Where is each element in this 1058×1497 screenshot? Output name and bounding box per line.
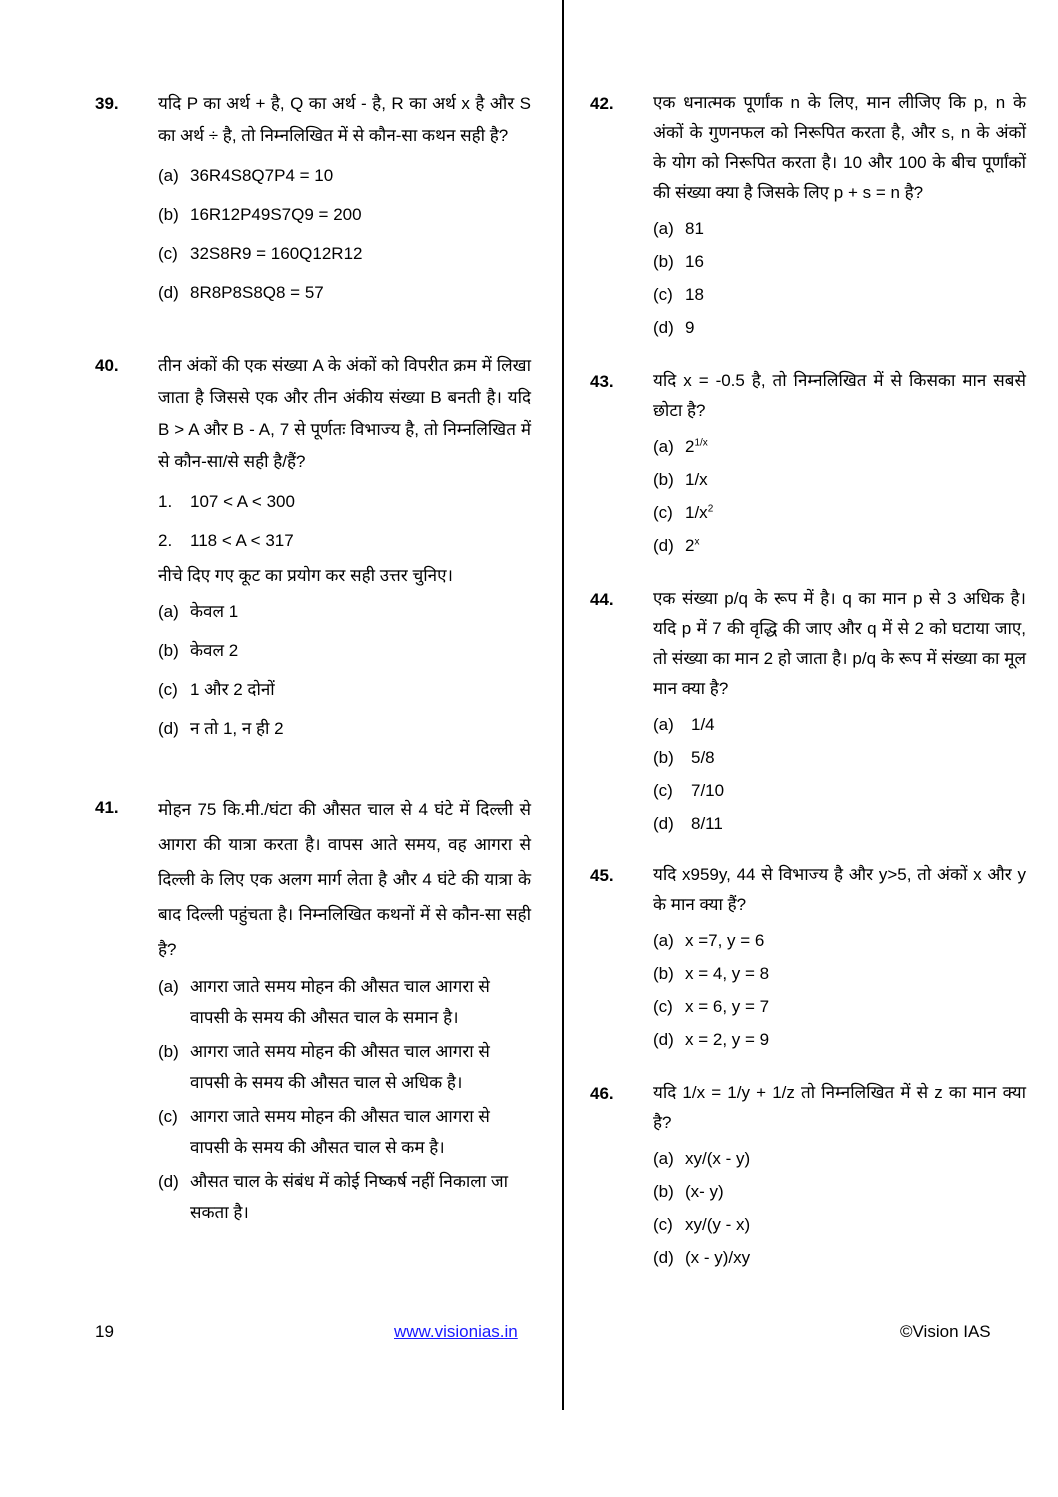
options	[653, 212, 1026, 344]
options	[158, 592, 531, 748]
options	[653, 924, 1026, 1056]
option-label: (c)	[158, 244, 178, 263]
option-label: (c)	[653, 1215, 673, 1234]
statement-label: 2.	[158, 531, 173, 550]
option-text: x = 4, y = 8	[685, 964, 770, 983]
question-text: मोहन 75 कि.मी./घंटा की औसत चाल से 4 घंटे में दिल्ली से आगरा की यात्रा करता है। वापस आते समय, वह आगरा से दिल्ली के लिए एक अलग मार्ग लेता है और 4 घंटे की यात्रा के बाद दिल्ली पहुंचता है। निम्नलिखित कथनों में से कौन-सा सही है?	[158, 800, 531, 959]
statement-text: 118 < A < 317	[190, 531, 294, 550]
option-label: (a)	[158, 602, 179, 621]
option-text: औसत चाल के संबंध में कोई निष्कर्ष नहीं निकाला जा सकता है।	[190, 1172, 508, 1222]
option-text: x = 6, y = 7	[685, 997, 770, 1016]
option-d[interactable]	[158, 709, 531, 748]
statements	[158, 482, 531, 560]
option-b[interactable]	[653, 245, 1026, 278]
option-text: xy/(x - y)	[685, 1149, 751, 1168]
option-base: 2	[685, 437, 695, 456]
option-label: (d)	[653, 1030, 674, 1049]
option-label: (b)	[158, 641, 179, 660]
option-text: xy/(y - x)	[685, 1215, 751, 1234]
option-d[interactable]	[158, 273, 531, 312]
option-label: (d)	[158, 283, 179, 302]
option-text: आगरा जाते समय मोहन की औसत चाल आगरा से वापसी के समय की औसत चाल के समान है।	[190, 977, 490, 1027]
option-superscript: x	[694, 536, 700, 548]
option-text: (x- y)	[685, 1182, 724, 1201]
option-text: 1 और 2 दोनों	[190, 680, 275, 699]
option-label: (b)	[653, 470, 674, 489]
option-superscript: 1/x	[694, 437, 708, 449]
option-label: (d)	[653, 536, 674, 555]
option-b[interactable]	[653, 957, 1026, 990]
option-label: (a)	[653, 715, 674, 734]
option-label: (d)	[653, 814, 674, 833]
option-c[interactable]	[158, 234, 531, 273]
option-a[interactable]	[653, 212, 1026, 245]
option-text: केवल 1	[190, 602, 239, 621]
options	[653, 430, 1026, 562]
option-text: 1/4	[691, 715, 715, 734]
question-40	[95, 350, 531, 748]
option-superscript: 2	[707, 503, 714, 515]
option-d[interactable]	[158, 1166, 531, 1228]
question-39	[95, 88, 531, 312]
option-c[interactable]	[158, 1101, 531, 1163]
option-base: 2	[685, 536, 695, 555]
option-c[interactable]	[158, 670, 531, 709]
question-text: यदि x = -0.5 है, तो निम्नलिखित में से किसका मान सबसे छोटा है?	[653, 371, 1026, 420]
option-label: (c)	[653, 285, 673, 304]
question-41	[95, 792, 531, 1228]
question-number: 39.	[95, 94, 119, 113]
option-text: 7/10	[691, 781, 725, 800]
option-label: (b)	[653, 964, 674, 983]
question-42	[590, 88, 1026, 344]
option-a[interactable]	[158, 971, 531, 1033]
question-number: 44.	[590, 590, 614, 609]
option-label: (a)	[653, 437, 674, 456]
option-label: (b)	[653, 252, 674, 271]
option-text: 8/11	[691, 814, 723, 833]
option-text: 8R8P8S8Q8 = 57	[190, 283, 324, 302]
question-44	[590, 584, 1026, 840]
question-text: एक संख्या p/q के रूप में है। q का मान p से 3 अधिक है। यदि p में 7 की वृद्धि की जाए और q में से 2 को घटाया जाए, तो संख्या का मान 2 हो जाता है। p/q के रूप में संख्या का मूल मान क्या है?	[653, 589, 1026, 698]
website-link[interactable]: www.visionias.in	[394, 1322, 518, 1341]
option-a[interactable]	[158, 156, 531, 195]
column-divider	[562, 0, 564, 1410]
option-a[interactable]	[158, 592, 531, 631]
question-number: 43.	[590, 372, 614, 391]
option-text: केवल 2	[190, 641, 239, 660]
options	[653, 708, 1026, 840]
question-number: 45.	[590, 866, 614, 885]
option-label: (a)	[158, 166, 179, 185]
option-text: 9	[685, 318, 695, 337]
question-text: यदि x959y, 44 से विभाज्य है और y>5, तो अंकों x और y के मान क्या हैं?	[653, 865, 1026, 914]
left-column	[95, 88, 531, 1231]
question-number: 42.	[590, 94, 614, 113]
option-a[interactable]	[653, 924, 1026, 957]
statement-text: 107 < A < 300	[190, 492, 295, 511]
option-text: न तो 1, न ही 2	[190, 719, 284, 738]
option-label: (d)	[158, 1172, 179, 1191]
option-label: (b)	[158, 205, 179, 224]
option-c[interactable]	[653, 1208, 1026, 1241]
option-label: (c)	[653, 781, 673, 800]
option-label: (d)	[653, 318, 674, 337]
option-text: 1/x	[685, 470, 708, 489]
option-text: 16	[685, 252, 704, 271]
option-c[interactable]	[653, 278, 1026, 311]
question-43	[590, 366, 1026, 562]
question-text: तीन अंकों की एक संख्या A के अंकों को विपरीत क्रम में लिखा जाता है जिससे एक और तीन अंकीय संख्या B बनती है। यदि B > A और B - A, 7 से पूर्णतः विभाज्य है, तो निम्नलिखित में से कौन-सा/से सही है/हैं?	[158, 356, 531, 471]
option-b[interactable]	[653, 741, 1026, 774]
option-label: (c)	[653, 997, 673, 1016]
option-text: 5/8	[691, 748, 715, 767]
option-b[interactable]	[653, 463, 1026, 496]
option-c[interactable]	[653, 774, 1026, 807]
option-d[interactable]	[653, 1023, 1026, 1056]
option-text: (x - y)/xy	[685, 1248, 751, 1267]
option-b[interactable]	[158, 195, 531, 234]
statement-1	[158, 482, 531, 521]
option-label: (c)	[158, 680, 178, 699]
options	[158, 971, 531, 1228]
statement-label: 1.	[158, 492, 173, 511]
option-label: (a)	[653, 219, 674, 238]
option-d[interactable]	[653, 529, 1026, 562]
option-a[interactable]	[653, 1142, 1026, 1175]
option-label: (b)	[158, 1042, 179, 1061]
page-number: 19	[95, 1322, 114, 1341]
right-column	[590, 88, 1026, 1274]
option-d[interactable]	[653, 311, 1026, 344]
option-text: 81	[685, 219, 704, 238]
options	[158, 156, 531, 312]
option-label: (a)	[653, 1149, 674, 1168]
question-45	[590, 860, 1026, 1056]
option-d[interactable]	[653, 1241, 1026, 1274]
question-number: 41.	[95, 798, 119, 817]
option-label: (a)	[158, 977, 179, 996]
option-a[interactable]	[653, 430, 1026, 463]
question-text: यदि 1/x = 1/y + 1/z तो निम्नलिखित में से z का मान क्या है?	[653, 1083, 1026, 1132]
option-b[interactable]	[158, 631, 531, 670]
option-b[interactable]	[158, 1036, 531, 1098]
statement-2	[158, 521, 531, 560]
option-label: (c)	[653, 503, 673, 522]
option-c[interactable]	[653, 990, 1026, 1023]
option-text: 36R4S8Q7P4 = 10	[190, 166, 334, 185]
option-a[interactable]	[653, 708, 1026, 741]
question-text: यदि P का अर्थ + है, Q का अर्थ - है, R का अर्थ x है और S का अर्थ ÷ है, तो निम्नलिखित में से कौन-सा कथन सही है?	[158, 94, 531, 145]
option-label: (a)	[653, 931, 674, 950]
question-number: 46.	[590, 1084, 614, 1103]
option-b[interactable]	[653, 1175, 1026, 1208]
option-base: 1/x	[685, 503, 708, 522]
option-text: आगरा जाते समय मोहन की औसत चाल आगरा से वापसी के समय की औसत चाल से कम है।	[190, 1107, 490, 1157]
option-label: (d)	[158, 719, 179, 738]
option-text: 32S8R9 = 160Q12R12	[190, 244, 363, 263]
option-text: x = 2, y = 9	[685, 1030, 770, 1049]
option-label: (b)	[653, 1182, 674, 1201]
question-46	[590, 1078, 1026, 1274]
copyright-text: ©Vision IAS	[900, 1322, 991, 1341]
option-text: आगरा जाते समय मोहन की औसत चाल आगरा से वापसी के समय की औसत चाल से अधिक है।	[190, 1042, 490, 1092]
option-text: 18	[685, 285, 704, 304]
option-d[interactable]	[653, 807, 1026, 840]
option-text: 16R12P49S7Q9 = 200	[190, 205, 362, 224]
option-text: x =7, y = 6	[685, 931, 765, 950]
option-label: (b)	[653, 748, 674, 767]
question-text: एक धनात्मक पूर्णांक n के लिए, मान लीजिए कि p, n के अंकों के गुणनफल को निरूपित करता है, और s, n के अंकों के योग को निरूपित करता है। 10 और 100 के बीच पूर्णांकों की संख्या क्या है जिसके लिए p + s = n है?	[653, 93, 1026, 202]
option-label: (d)	[653, 1248, 674, 1267]
instruction-text: नीचे दिए गए कूट का प्रयोग कर सही उत्तर चुनिए।	[158, 566, 453, 585]
question-number: 40.	[95, 356, 119, 375]
option-label: (c)	[158, 1107, 178, 1126]
options	[653, 1142, 1026, 1274]
option-c[interactable]	[653, 496, 1026, 529]
